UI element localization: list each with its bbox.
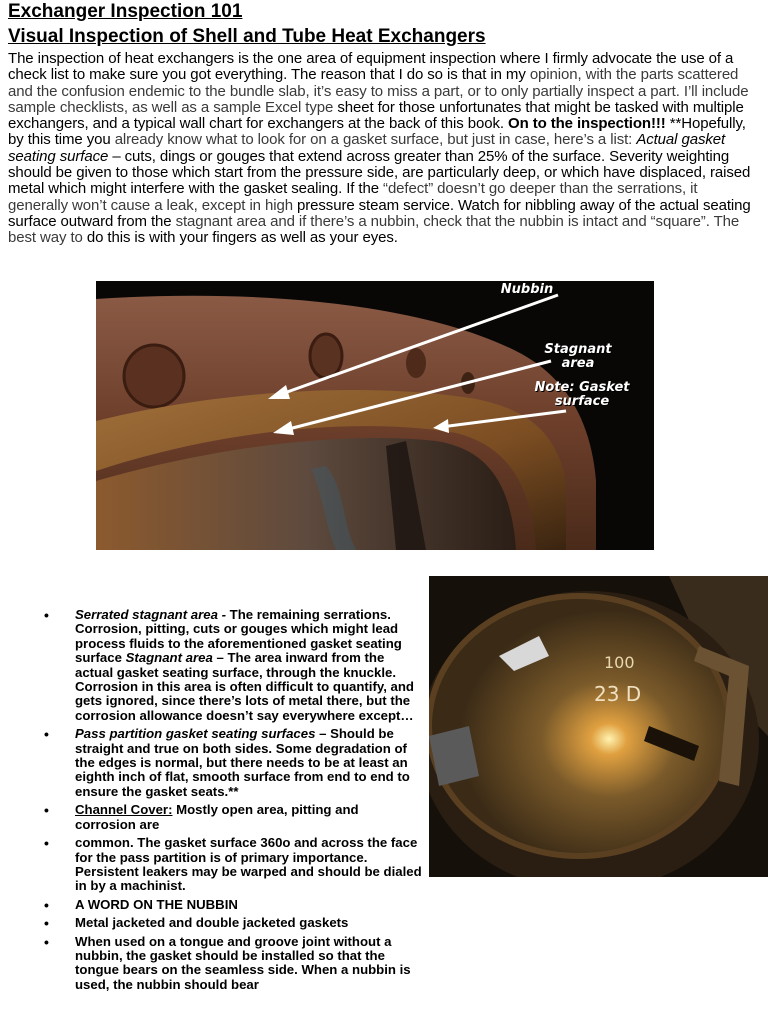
gasket-surface-photo [96, 281, 654, 550]
intro-text-2: opinion, with the parts scattered and the confusion endemic to the bundle slab, it’s easy to miss a part, or to only partially inspect a part. I’ll include sample checklists, as well as a sample Excel type [8, 66, 749, 116]
bullet-lead: Channel Cover: [75, 802, 173, 818]
intro-text-1: The inspection of heat exchangers is the one area of equipment inspection where I firmly advocate the use of a check list to make sure you got everything. The reason that I do so is that in my [8, 50, 734, 84]
intro-text-3-tail: **Hopefully, by this time you [8, 115, 746, 149]
document-subtitle: Visual Inspection of Shell and Tube Heat Exchangers [8, 26, 486, 47]
channel-cover-illustration [429, 576, 768, 877]
list-item [36, 836, 422, 894]
intro-text-5: – cuts, dings or gouges that extend across greater than 25% of the surface. Severity weighting should be given to those which start from the pressure side, are particularly deep, or which have displaced, raised metal which might interfere with the gasket sealing. If the [8, 147, 751, 198]
channel-cover-photo [429, 576, 768, 877]
bullet-text: common. The gasket surface 360o and across the face for the pass partition is of primary importance. Persistent leakers may be warped and should be dialed in by a machinist. [75, 835, 422, 894]
document-title: Exchanger Inspection 101 [8, 1, 243, 22]
intro-text-7: pressure steam service. Watch for nibbling away of the actual seating surface outward from the [8, 196, 751, 230]
intro-italic-term: Actual gasket seating surface [8, 131, 726, 165]
list-item [36, 608, 422, 723]
bullet-text: – Should be straight and true on both sides. Some degradation of the edges is normal, but there needs to be at least an eighth inch of flat, smooth surface from end to end to ensure the gasket seats.** [75, 726, 410, 799]
intro-text-3: sheet for those unfortunates that might be tasked with multiple exchangers, and a typical wall chart for exchangers at the back of this book. [8, 98, 744, 133]
chalk-marking-23d: 23 D [594, 682, 642, 706]
intro-text-9: do this is with your fingers as well as your eyes. [86, 229, 398, 247]
list-item [36, 916, 422, 930]
bullet-lead-2: Stagnant area [125, 650, 213, 666]
bullet-text: Metal jacketed and double jacketed gaskets [75, 915, 349, 931]
intro-text-6: “defect” doesn’t go deeper than the serrations, it generally won’t cause a leak, except in high [8, 180, 698, 214]
intro-text-8: stagnant area and if there’s a nubbin, check that the nubbin is intact and “square”. The best way to [8, 212, 740, 247]
list-item [36, 935, 422, 993]
nubbin-callout: Nubbin [500, 282, 554, 297]
inspection-bullet-list [36, 608, 422, 996]
bullet-text: The remaining serrations. Corrosion, pitting, cuts or gouges which might lead process fluids to the aforementioned gasket seating surface [75, 607, 402, 666]
bullet-lead: Serrated stagnant area - [75, 607, 226, 622]
bullet-text: Mostly open area, pitting and corrosion are [75, 802, 359, 832]
stagnant-area-callout: Stagnant area [544, 342, 612, 371]
bullet-text: A WORD ON THE NUBBIN [75, 896, 238, 912]
bullet-text: When used on a tongue and groove joint without a nubbin, the gasket should be installed so that the tongue bears on the seamless side. When a nubbin is used, the nubbin should bear [75, 933, 411, 992]
chalk-marking-100: 100 [604, 653, 635, 672]
bullet-lead: Pass partition gasket seating surfaces [75, 726, 316, 742]
intro-text-4: already know what to look for on a gasket surface, but just in case, here’s a list: [114, 131, 633, 149]
intro-paragraph [8, 51, 758, 247]
gasket-surface-callout: Note: Gasket surface [534, 380, 630, 409]
intro-bold-callout: On to the inspection!!! [508, 115, 666, 133]
list-item [36, 803, 422, 832]
gasket-surface-illustration [96, 281, 654, 550]
list-item [36, 727, 422, 799]
list-item [36, 898, 422, 912]
bullet-text-2: – The area inward from the actual gasket seating surface, through the knuckle. Corrosion in this area is often difficult to quantify, and gets ignored, since there’s lots of metal there, but the corrosion allowance doesn’t say everywhere except… [75, 650, 414, 723]
